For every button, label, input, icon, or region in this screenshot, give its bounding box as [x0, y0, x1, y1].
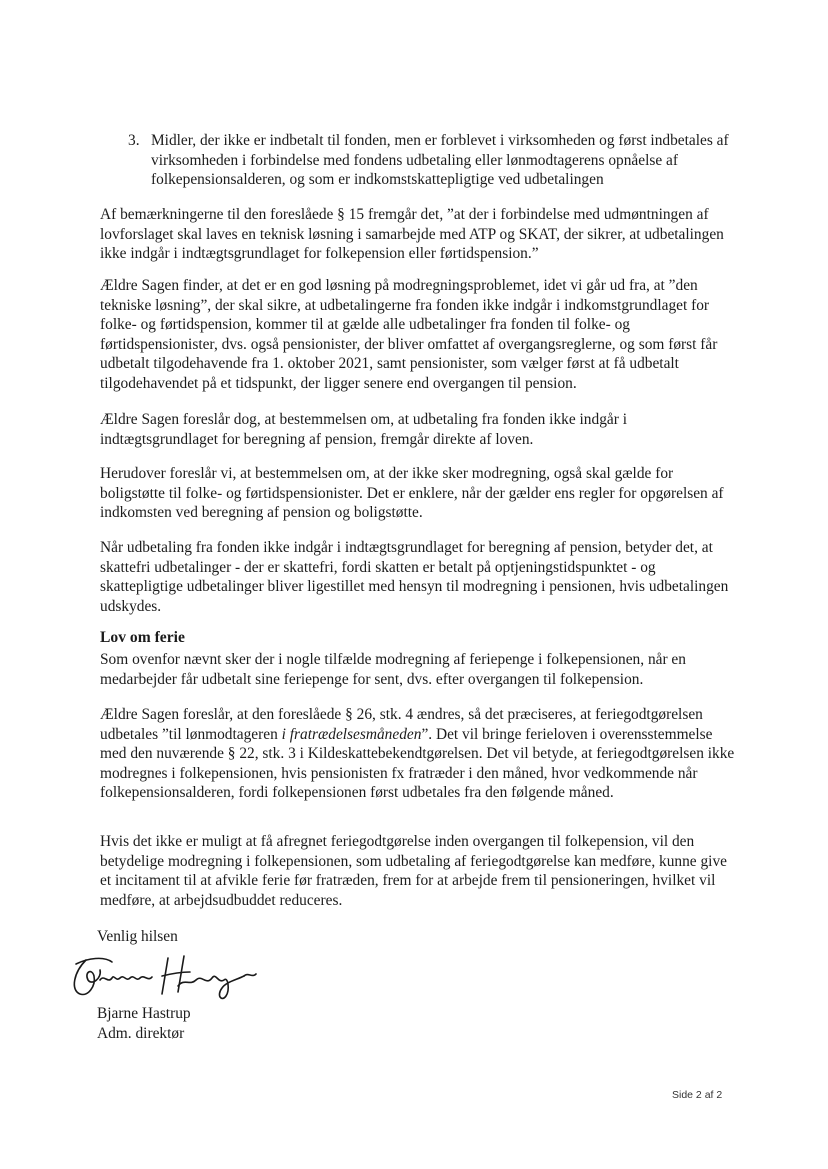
signer-title: Adm. direktør	[97, 1024, 185, 1042]
paragraph-assessment: Ældre Sagen finder, at det er en god løsning på modregningsproblemet, idet vi går ud fra, at ”den tekniske løsning”, der skal sikre, at udbetalingerne fra fonden ikke indgår i indkomstgrundlaget for folke- og førtidspension, kommer til at gælde alle udbetalinger fra fonden til folke- og førtidspensionister, dvs. også pensionister, der bliver omfattet af overgangsreglerne, og som først får udbetalt tilgodehavende fra 1. oktober 2021, samt pensionister, som vælger først at få udbetalt tilgodehavendet på et tidspunkt, der ligger senere end overgangen til pension.	[100, 277, 718, 392]
paragraph-proposal: Ældre Sagen foreslår dog, at bestemmelsen om, at udbetaling fra fonden ikke indgår i indtægtsgrundlaget for beregning af pension, fremgår direkte af loven.	[100, 411, 627, 448]
closing-greeting: Venlig hilsen	[97, 928, 178, 945]
paragraph-ferie-intro: Som ovenfor nævnt sker der i nogle tilfælde modregning af feriepenge i folkepensionen, når en medarbejder får udbetalt sine feriepenge for sent, dvs. efter overgangen til folkepension.	[100, 651, 686, 688]
section-heading: Lov om ferie	[100, 629, 185, 646]
paragraph-equalization: Når udbetaling fra fonden ikke indgår i indtægtsgrundlaget for beregning af pension, betyder det, at skattefri udbetalinger - der er skattefri, fordi skatten er betalt på optjeningstidspunktet - og skattepligtige udbetalinger bliver ligestillet med hensyn til modregning i pensionen, hvis udbetalingen udskydes.	[100, 539, 729, 615]
paragraph-ferie-conclusion: Hvis det ikke er muligt at få afregnet feriegodtgørelse inden overgangen til folkepension, vil den betydelige modregning i folkepensionen, som udbetaling af feriegodtgørelse kan medføre, kunne give et incitament til at afvikle ferie før fratræden, frem for at arbejde frem til pensioneringen, hvilket vil medføre, at arbejdsudbuddet reduceres.	[100, 833, 727, 909]
signer-name: Bjarne Hastrup	[97, 1005, 191, 1022]
list-text: Midler, der ikke er indbetalt til fonden, men er forblevet i virksomheden og først indbetales af virksomheden i forbindelse med fondens udbetaling eller lønmodtagerens opnåelse af folkepensionsalderen, og som er indkomstskattepligtige ved udbetalingen	[151, 132, 729, 188]
paragraph-ferie-proposal	[100, 705, 740, 803]
signer-block	[97, 1004, 191, 1043]
ferie-proposal-before: Ældre Sagen foreslår, at den foreslåede § 26, stk. 4 ændres, så det præciseres, at feriegodtgørelsen udbetales ”til lønmodtageren	[100, 706, 703, 743]
paragraph-remarks: Af bemærkningerne til den foreslåede § 15 fremgår det, ”at der i forbindelse med udmøntningen af lovforslaget skal laves en teknisk løsning i samarbejde med ATP og SKAT, der sikrer, at udbetalingen ikke indgår i indtægtsgrundlaget for folkepension eller førtidspension.”	[100, 206, 724, 262]
page-number: Side 2 af 2	[672, 1089, 723, 1101]
paragraph-housing-support: Herudover foreslår vi, at bestemmelsen om, at der ikke sker modregning, også skal gælde for boligstøtte til folke- og førtidspensionister. Det er enklere, når der gælder ens regler for opgørelsen af indkomsten ved beregning af pension og boligstøtte.	[100, 465, 724, 521]
list-number: 3.	[128, 132, 140, 149]
ferie-proposal-after: ”. Det vil bringe ferieloven i overensstemmelse med den nuværende § 22, stk. 3 i Kildeskattebekendtgørelsen. Det vil betyde, at feriegodtgørelsen ikke modregnes i folkepensionen, hvis pensionisten fx fratræder i den måned, hvor vedkommende når folkepensionsalderen, fordi folkepensionen først udbetales fra den følgende måned.	[100, 725, 735, 801]
ferie-proposal-italic: i fratrædelsesmåneden	[281, 725, 422, 743]
handwritten-signature	[66, 950, 266, 1002]
